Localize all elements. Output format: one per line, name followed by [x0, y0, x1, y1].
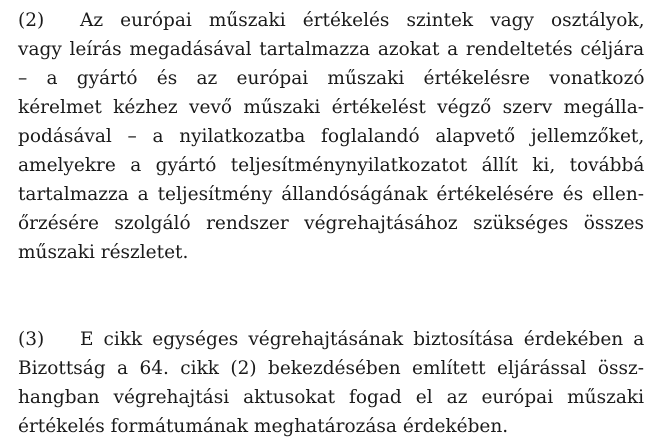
text-line: hangban végrehajtási aktusokat fogad el az európai műszaki [18, 387, 644, 408]
text-line: kérelmet kézhez vevő műszaki értékelést végző szerv megálla- [18, 97, 644, 118]
text-line: értékelés formátumának meghatározása érdekében. [18, 416, 509, 437]
text-line: vagy leírás megadásával tartalmazza azokat a rendeltetés céljára [18, 39, 645, 60]
text-line [18, 6, 644, 35]
document-page [18, 6, 644, 441]
line-text: E cikk egységes végrehajtásának biztosítása érdekében a [80, 329, 645, 350]
paragraph-number: (2) [18, 10, 45, 31]
paragraph-spacer [18, 267, 644, 325]
text-line [18, 325, 644, 354]
text-line: őrzésére szolgáló rendszer végrehajtásához szükséges összes [18, 213, 645, 234]
text-line: műszaki részletet. [18, 242, 189, 263]
line-text: Az európai műszaki értékelés szintek vagy osztályok, [80, 10, 645, 31]
text-line: amelyekre a gyártó teljesítménynyilatkozatot állít ki, továbbá [18, 155, 645, 176]
text-line: Bizottság a 64. cikk (2) bekezdésében említett eljárással össz- [18, 358, 644, 379]
paragraph-2 [18, 6, 644, 267]
paragraph-3 [18, 325, 644, 441]
text-line: – a gyártó és az európai műszaki értékelésre vonatkozó [18, 68, 645, 89]
paragraph-number: (3) [18, 329, 45, 350]
text-line: tartalmazza a teljesítmény állandóságának értékelésére és ellen- [18, 184, 644, 205]
text-line: podásával – a nyilatkozatba foglalandó alapvető jellemzőket, [18, 126, 645, 147]
